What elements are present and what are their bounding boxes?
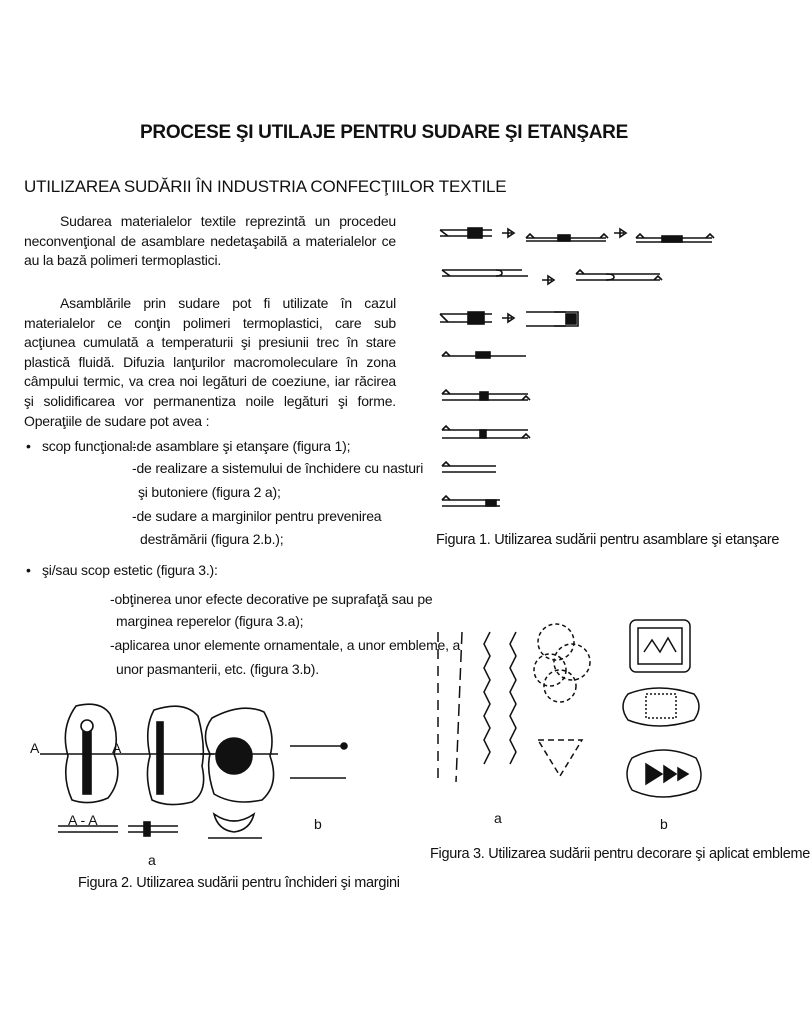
bullet-2-marker: • xyxy=(26,562,31,578)
bullet-2-label: şi/sau scop estetic (figura 3.): xyxy=(42,562,218,578)
figure-2-caption xyxy=(78,875,400,891)
bullet-1-item-4: -de sudare a marginilor pentru prevenirea xyxy=(132,508,382,524)
figure-3-caption: Figura 3. Utilizarea sudării pentru decorare şi aplicat embleme xyxy=(430,846,810,862)
figure-1-illustration xyxy=(436,214,726,524)
bullet-1-item-5: destrămării (figura 2.b.); xyxy=(140,531,284,547)
figure-2-label-b: b xyxy=(314,816,322,832)
figure-2-section-label: A - A xyxy=(68,812,98,828)
paragraph-2-text: Asamblările prin sudare pot fi utilizate în cazul materialelor ce conţin polimeri termoplastici, care sub acţiunea cumulată a temperaturii şi presiunii trec în stare plastică fluidă. Difuzia lanţurilor macromoleculare în zona câmpului termic, va crea noi legături de coeziune, iar răcirea şi solidificarea vor permanentiza noile legături şi forme. Operaţiile de sudare pot avea : xyxy=(24,295,396,429)
section-heading: UTILIZAREA SUDĂRII ÎN INDUSTRIA CONFECŢIILOR TEXTILE xyxy=(24,177,507,196)
paragraph-1 xyxy=(24,212,396,271)
figure-3-illustration xyxy=(432,612,722,802)
figure-2-caption-prefix: Figura xyxy=(78,875,118,891)
paragraph-1-text: Sudarea materialelor textile reprezintă un procedeu neconvenţional de asamblare nedetaşabilă a materialelor ce au la bază polimeri termoplastici. xyxy=(24,213,396,269)
figure-2-caption-text: 2. Utilizarea sudării pentru închideri şi margini xyxy=(121,875,400,891)
figure-3-label-a: a xyxy=(494,810,502,826)
bullet-2-item-1: -obţinerea unor efecte decorative pe suprafaţă sau pe xyxy=(110,591,433,607)
bullet-1-item-2: -de realizare a sistemului de închidere cu nasturi xyxy=(132,460,424,476)
figure-1-caption: Figura 1. Utilizarea sudării pentru asamblare şi etanşare xyxy=(436,532,780,548)
figure-2-arrow-label-right: A xyxy=(112,740,122,756)
paragraph-2 xyxy=(24,294,396,431)
bullet-1-label: scop funcţional: xyxy=(42,438,137,454)
bullet-1-item-1: -de asamblare şi etanşare (figura 1); xyxy=(132,438,351,454)
bullet-2-item-2: marginea reperelor (figura 3.a); xyxy=(116,613,304,629)
bullet-2-item-3: -aplicarea unor elemente ornamentale, a unor embleme, a xyxy=(110,637,461,653)
figure-2-arrow-label-left: A xyxy=(30,740,40,756)
bullet-2-item-4: unor pasmanterii, etc. (figura 3.b). xyxy=(116,661,319,677)
bullet-1-item-3: şi butoniere (figura 2 a); xyxy=(138,484,281,500)
document-title: PROCESE ŞI UTILAJE PENTRU SUDARE ŞI ETANŞARE xyxy=(140,122,628,143)
figure-2-label-a: a xyxy=(148,852,156,868)
bullet-1-marker: • xyxy=(26,438,31,454)
figure-3-label-b: b xyxy=(660,816,668,832)
